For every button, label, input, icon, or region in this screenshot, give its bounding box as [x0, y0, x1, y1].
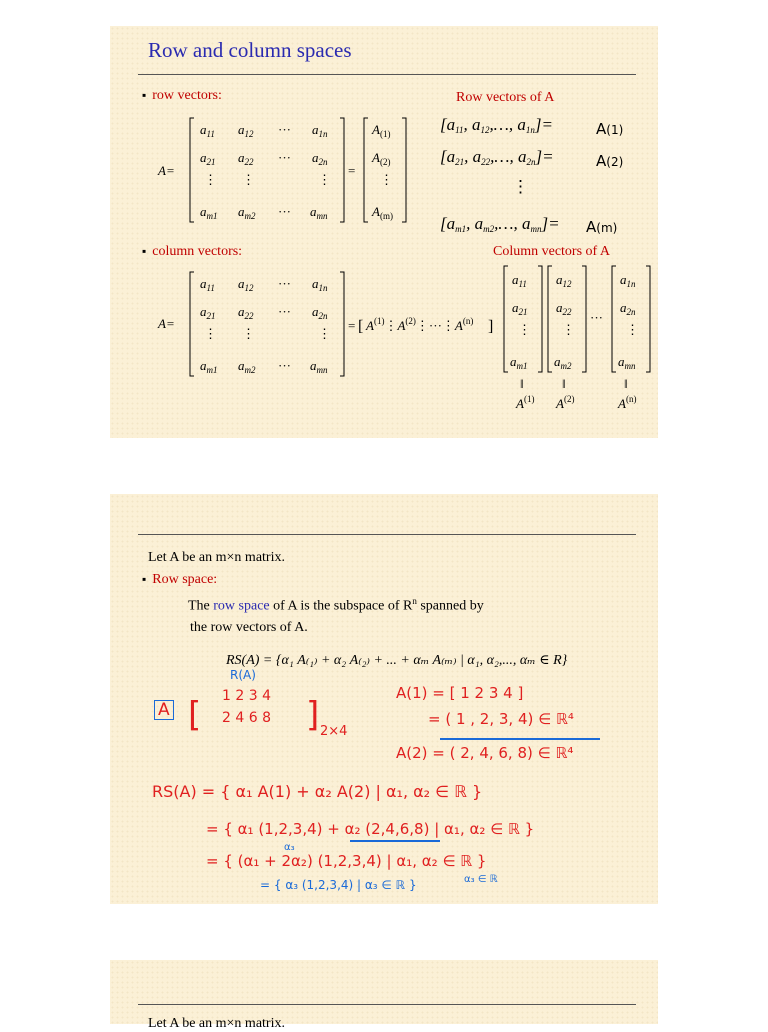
column-vectors-bullet: ▪ column vectors: [142, 244, 242, 260]
svg-text:‖: ‖ [520, 376, 524, 391]
svg-text:a12: $a_{12}$ [238, 122, 254, 139]
svg-text:a2n: $a_{2n}$ [312, 304, 328, 321]
svg-text:···: ··· [278, 358, 291, 373]
svg-text:a11: $a_{11}$ [200, 122, 215, 139]
svg-text:A(m): A(m) [586, 218, 618, 236]
svg-text:‖: ‖ [562, 376, 566, 391]
def-sup: n [412, 596, 417, 606]
hw-r-of-a: R(A) [230, 668, 256, 682]
hw-matrix-row-2: 2 4 6 8 [222, 710, 271, 726]
hw-underline [440, 738, 600, 740]
slide-next [110, 960, 658, 1031]
slide-row-column-spaces [110, 26, 658, 438]
svg-text:a11: $a_{11}$ [200, 276, 215, 293]
svg-text:amn: $a_{mn}$ [618, 354, 636, 371]
hw-a1-tuple: = ( 1 , 2, 3, 4) ∈ ℝ⁴ [428, 710, 574, 728]
hw-a1-line: A(1) = [ 1 2 3 4 ] [396, 684, 524, 702]
svg-text:A(1): $A_{(1)}$ [372, 122, 391, 139]
svg-text:=: = [348, 318, 356, 333]
svg-text:a2n: $a_{2n}$ [620, 300, 636, 317]
svg-text:A(m): $A_{(m)}$ [372, 204, 393, 221]
svg-text:a11: $a_{11}$ [512, 272, 527, 289]
def-text-a: The [188, 598, 214, 614]
column-vectors-math [110, 26, 658, 438]
svg-text:a22: $a_{22}$ [556, 300, 572, 317]
top-rule-3 [138, 1004, 636, 1005]
svg-text:a1n: $a_{1n}$ [312, 276, 328, 293]
svg-text:A(n): $A^{(n)}$ [618, 394, 637, 411]
def-text-c: of A is the subspace of R [269, 598, 413, 614]
svg-text:⋮: ⋮ [242, 326, 255, 341]
svg-text:A=: A= [158, 316, 175, 331]
svg-text:[: [ [358, 318, 364, 335]
svg-text:am1: $a_{m1}$ [510, 354, 528, 371]
svg-text:a2n: $a_{2n}$ [312, 150, 328, 167]
svg-text:a22: $a_{22}$ [238, 150, 254, 167]
svg-text:A(2): $A_{(2)}$ [372, 150, 391, 167]
hw-matrix-bracket-left: [ [188, 695, 202, 735]
svg-text:am1: $a_{m1}$ [200, 204, 218, 221]
svg-text:a22: $a_{22}$ [238, 304, 254, 321]
slide-title: Row and column spaces [148, 38, 352, 62]
svg-text:⋮: ⋮ [318, 172, 331, 187]
hw-matrix-row-1: 1 2 3 4 [222, 688, 271, 704]
svg-text:a21: $a_{21}$ [512, 300, 528, 317]
svg-text:A(1): $A^{(1)}$ [516, 394, 535, 411]
svg-text:···: ··· [590, 310, 603, 325]
svg-text:a12: $a_{12}$ [556, 272, 572, 289]
svg-text:A(2): $A^{(2)}$ [556, 394, 575, 411]
svg-text:···: ··· [278, 204, 291, 219]
svg-text:···: ··· [278, 304, 291, 319]
row-space-formula: RS(A) = {α₁ A₍₁₎ + α₂ A₍₂₎ + ... + αₘ A₍ₘ₎ | α₁, α₂,..., αₘ ∈ R} [226, 653, 568, 668]
svg-text:[a21, a22,…, a2n]=: [a21, a22,…, a2n]= [440, 147, 554, 167]
svg-text:=: = [348, 163, 356, 178]
svg-text:···: ··· [278, 276, 291, 291]
svg-text:a1n: $a_{1n}$ [312, 122, 328, 139]
svg-text:am1: $a_{m1}$ [200, 358, 218, 375]
svg-text:A=: A= [158, 163, 175, 178]
svg-text:⋮: ⋮ [380, 172, 393, 187]
hw-dim: 2×4 [320, 724, 348, 739]
svg-text:a1n: $a_{1n}$ [620, 272, 636, 289]
svg-text:a21: $a_{21}$ [200, 150, 216, 167]
svg-text:⋮: ⋮ [318, 326, 331, 341]
svg-text:A(2): A(2) [596, 152, 624, 170]
slide-row-space [110, 494, 658, 904]
svg-text:⋮: ⋮ [204, 172, 217, 187]
svg-text:amn: $a_{mn}$ [310, 358, 328, 375]
hw-a-label: A [154, 700, 174, 720]
row-space-bullet: ▪ Row space: [142, 572, 217, 588]
svg-text:⋮: ⋮ [204, 326, 217, 341]
svg-text:···: ··· [278, 122, 291, 137]
row-vectors-bullet: ▪ row vectors: [142, 88, 222, 104]
svg-text:⋮: ⋮ [242, 172, 255, 187]
svg-text:[am1, am2,…, amn]=: [am1, am2,…, amn]= [440, 214, 560, 234]
hw-a2-line: A(2) = ( 2, 4, 6, 8) ∈ ℝ⁴ [396, 744, 574, 762]
hw-rs-line-4: = { α₃ (1,2,3,4) | α₃ ∈ ℝ } [260, 878, 417, 892]
row-vectors-label: Row vectors of A [456, 90, 555, 105]
svg-text:···: ··· [278, 150, 291, 165]
svg-text:a21: $a_{21}$ [200, 304, 216, 321]
definition-line-2: the row vectors of A. [190, 620, 308, 635]
svg-text:⋮: ⋮ [626, 322, 639, 337]
hw-rs-line-4-note: α₃ ∈ ℝ [464, 874, 498, 885]
top-rule [138, 534, 636, 535]
svg-text:⋮: ⋮ [512, 177, 529, 196]
svg-text:[a11, a12,…, a1n]=: [a11, a12,…, a1n]= [440, 115, 553, 135]
svg-text:am2: $a_{m2}$ [238, 358, 256, 375]
hw-rs-line-3: = { (α₁ + 2α₂) (1,2,3,4) | α₁, α₂ ∈ ℝ } [206, 852, 487, 870]
hw-rs-line-2: = { α₁ (1,2,3,4) + α₂ (2,4,6,8) | α₁, α₂ ∈ ℝ } [206, 820, 535, 838]
intro-text-3: Let A be an m×n matrix. [148, 1016, 285, 1031]
svg-text:]: ] [488, 318, 494, 335]
svg-text:a12: $a_{12}$ [238, 276, 254, 293]
svg-text:A(1): A(1) [596, 120, 624, 138]
def-term-row-space: row space [213, 598, 270, 614]
svg-text:⋮: ⋮ [518, 322, 531, 337]
svg-text:am2: $a_{m2}$ [554, 354, 572, 371]
hw-matrix-bracket-right: ] [306, 695, 320, 735]
hw-alpha3: α₃ [284, 842, 295, 853]
column-vectors-label: Column vectors of A [493, 244, 611, 259]
intro-text: Let A be an m×n matrix. [148, 550, 285, 565]
svg-text:am2: $a_{m2}$ [238, 204, 256, 221]
hw-rs-line-1: RS(A) = { α₁ A(1) + α₂ A(2) | α₁, α₂ ∈ ℝ } [152, 782, 483, 801]
svg-text:⋮: ⋮ [562, 322, 575, 337]
svg-text:A(1)⋮A(2)⋮···⋮A(n): $A^{(1)}⋮A^{(2)}⋮\cdot\cdot\cdot⋮A^{(n)}$ [366, 316, 474, 333]
svg-text:amn: $a_{mn}$ [310, 204, 328, 221]
definition-line-1 [188, 596, 484, 615]
svg-text:‖: ‖ [624, 376, 628, 391]
def-text-d: spanned by [416, 598, 484, 614]
hw-underline-2 [350, 840, 440, 842]
